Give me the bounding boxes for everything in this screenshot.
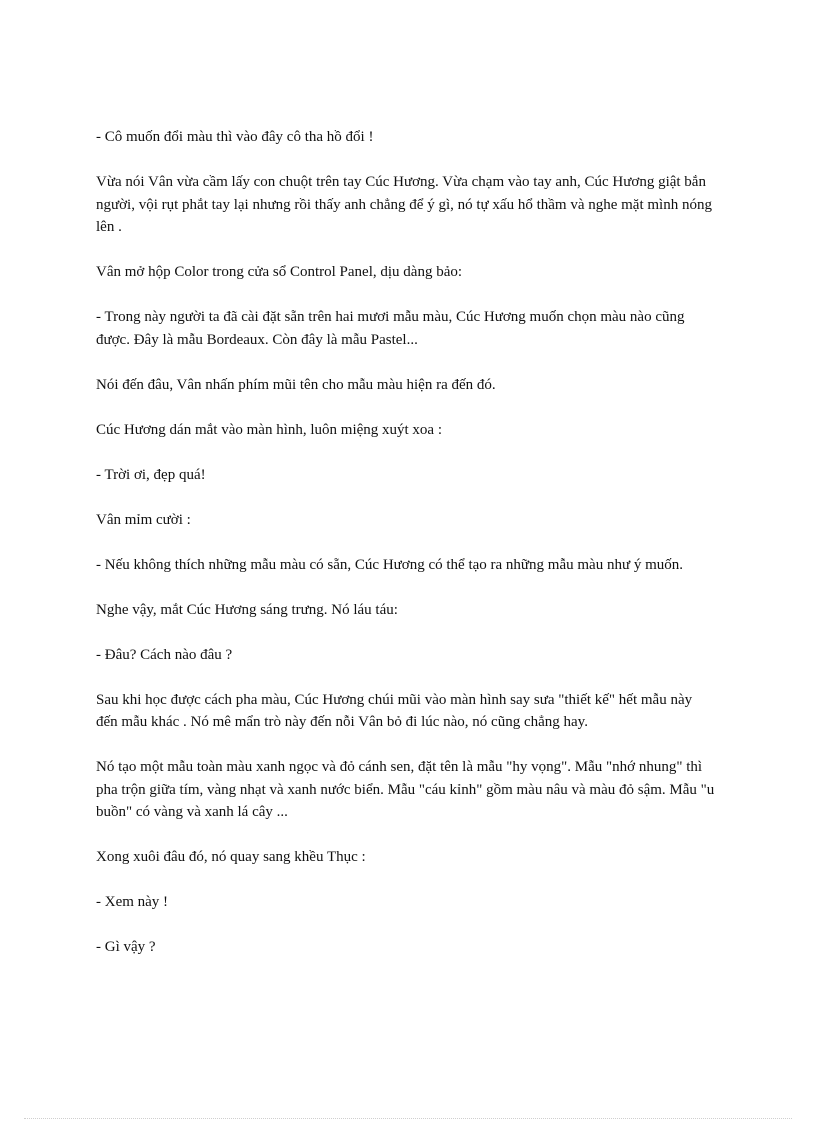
paragraph: Vân mở hộp Color trong cửa sổ Control Panel, dịu dàng bảo: [96,264,463,280]
paragraph: - Xem này ! [96,894,169,910]
page-divider [24,1118,792,1119]
paragraph: Sau khi học được cách pha màu, Cúc Hương chúi mũi vào màn hình say sưa "thiết kế" hết mẫu này đến mẫu khác . Nó mê mẩn trò này đến nỗi Vân bỏ đi lúc nào, nó cũng chẳng hay. [96,691,693,730]
paragraph: Vân mỉm cười : [96,511,191,528]
paragraph: - Gì vậy ? [96,939,156,955]
paragraph: - Trong này người ta đã cài đặt sẵn trên hai mươi mẫu màu, Cúc Hương muốn chọn màu nào cũng được. Đây là mẫu Bordeaux. Còn đây là mẫu Pastel... [96,309,685,348]
paragraph: Xong xuôi đâu đó, nó quay sang khều Thục : [96,849,366,865]
paragraph: - Đâu? Cách nào đâu ? [96,646,233,663]
paragraph: Nó tạo một mẫu toàn màu xanh ngọc và đỏ cánh sen, đặt tên là mẫu "hy vọng". Mẫu "nhớ nhung" thì pha trộn giữa tím, vàng nhạt và xanh nước biển. Mẫu "cáu kỉnh" gồm màu nâu và màu đỏ sậm. Mẫu "u buồn" có vàng và xanh lá cây ... [96,759,715,820]
paragraph: Vừa nói Vân vừa cầm lấy con chuột trên tay Cúc Hương. Vừa chạm vào tay anh, Cúc Hương giật bắn người, vội rụt phắt tay lại nhưng rồi thấy anh chẳng để ý gì, nó tự xấu hổ thầm và nghe mặt mình nóng lên . [96,174,712,235]
paragraph: Nói đến đâu, Vân nhấn phím mũi tên cho mẫu màu hiện ra đến đó. [96,376,496,393]
paragraph: Cúc Hương dán mắt vào màn hình, luôn miệng xuýt xoa : [96,421,443,438]
paragraph: Nghe vậy, mắt Cúc Hương sáng trưng. Nó láu táu: [96,601,398,618]
paragraph: - Nếu không thích những mẫu màu có sẵn, Cúc Hương có thể tạo ra những mẫu màu như ý muốn. [96,556,684,573]
document-body [96,126,716,981]
paragraph: - Trời ơi, đẹp quá! [96,466,206,483]
paragraph: - Cô muốn đổi màu thì vào đây cô tha hồ đổi ! [96,129,374,145]
